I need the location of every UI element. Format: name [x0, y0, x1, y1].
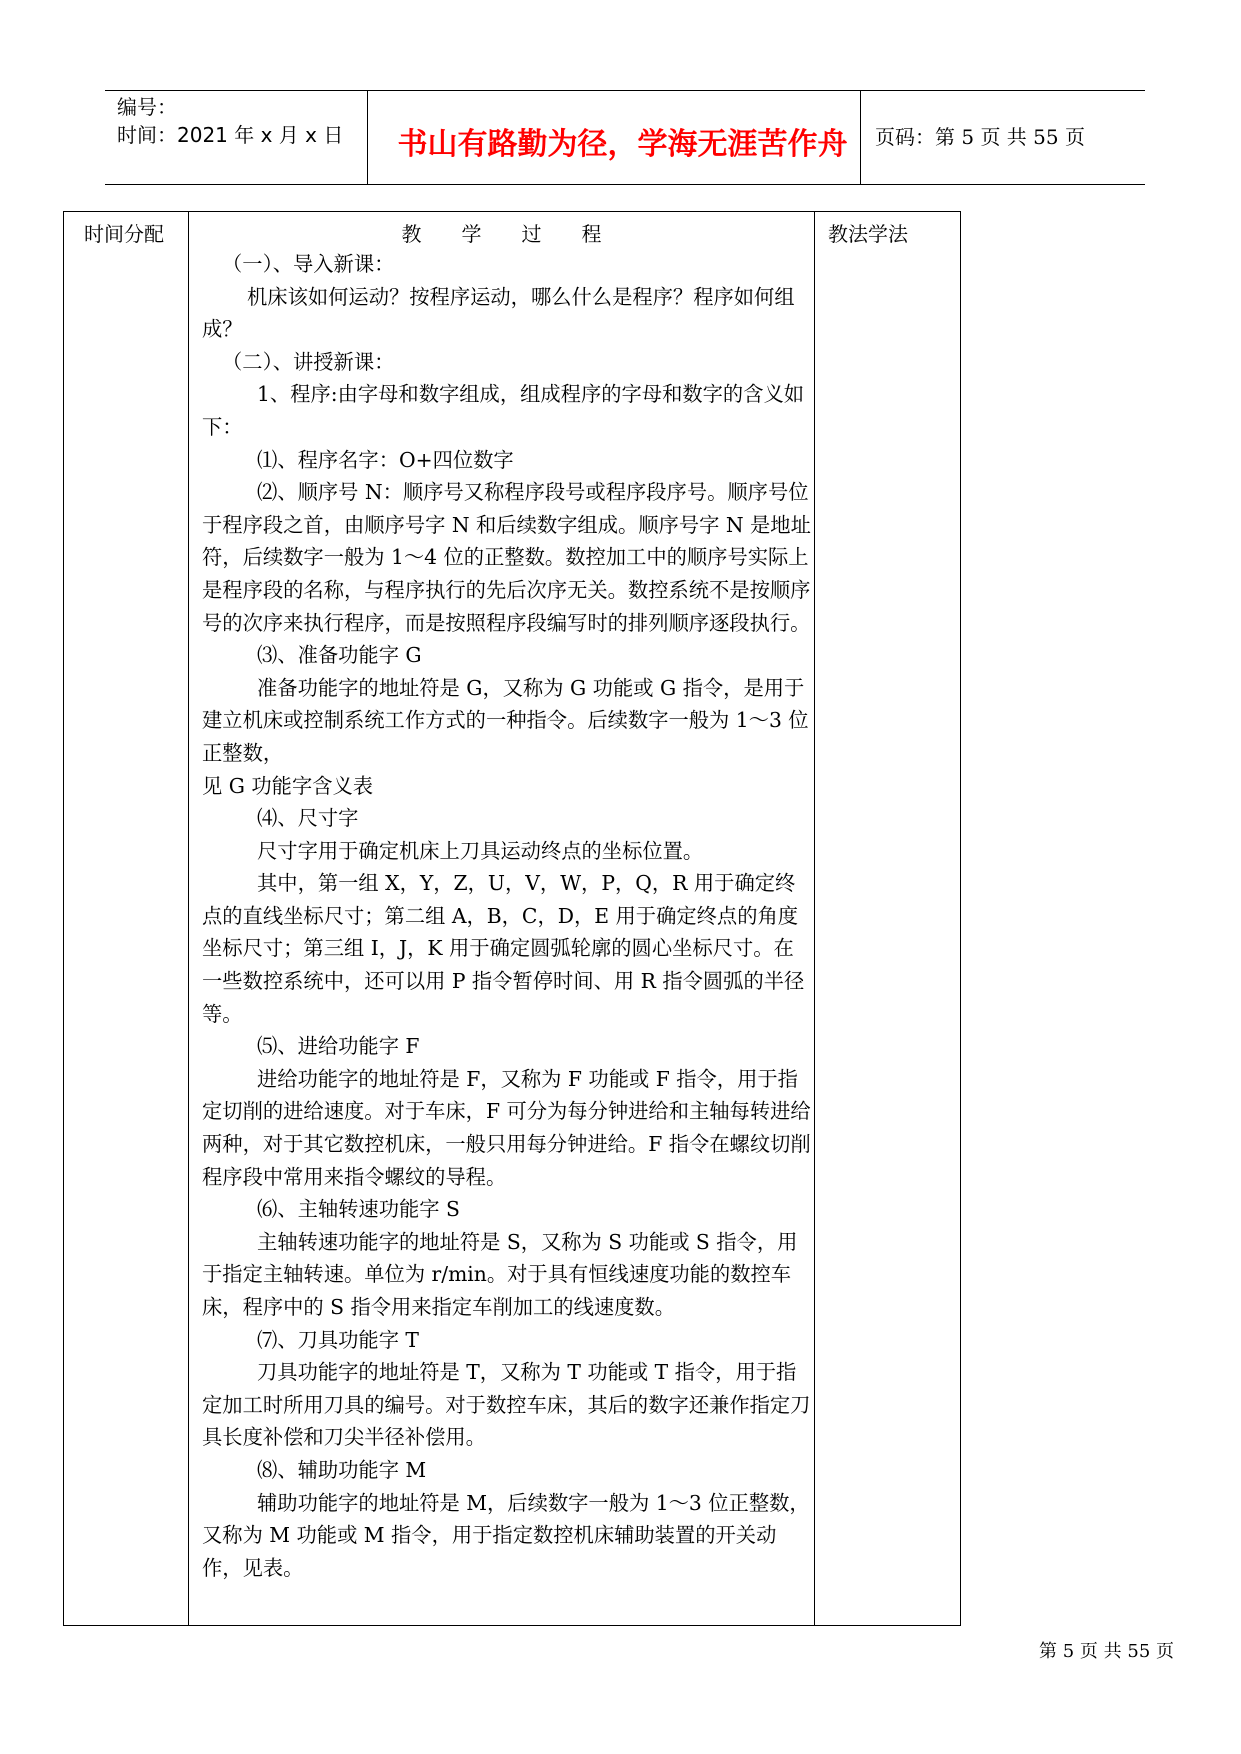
item-heading: ⑻、辅助功能字 M [257, 1457, 427, 1482]
item-heading: ⑹、主轴转速功能字 S [257, 1197, 460, 1222]
header-divider [367, 91, 368, 184]
paragraph: 主轴转速功能字的地址符是 S，又称为 S 功能或 S 指令，用于指定主轴转速。单位为 r/min。对于具有恒线速度功能的数控车床，程序中的 S 指令用来指定车削加工的线速度数。 [202, 1229, 798, 1319]
section-heading: （二）、讲授新课： [222, 349, 395, 374]
table-column-divider [814, 212, 815, 1625]
lesson-table [63, 211, 961, 1626]
header-motto: 书山有路勤为径，学海无涯苦作舟 [397, 127, 848, 162]
paragraph: 辅助功能字的地址符是 M，后续数字一般为 1～3 位正整数，又称为 M 功能或 M 指令，用于指定数控机床辅助装置的开关动作，见表。 [202, 1490, 810, 1580]
page-header [105, 90, 1145, 185]
paragraph: 准备功能字的地址符是 G，又称为 G 功能或 G 指令，是用于建立机床或控制系统工作方式的一种指令。后续数字一般为 1～3 位正整数， [202, 675, 809, 765]
lesson-content [202, 248, 812, 1584]
paragraph: 机床该如何运动？按程序运动，哪么什么是程序？程序如何组成？ [202, 284, 795, 342]
paragraph: ⑵、顺序号 N：顺序号又称程序段号或程序段序号。顺序号位于程序段之首，由顺序号字 N 和后续数字组成。顺序号字 N 是地址符，后续数字一般为 1～4 位的正整数。数控加工中的顺序号实际上是程序段的名称，与程序执行的先后次序无关。数控系统不是按顺序号的次序来执行程序，而是按照程序段编写时的排列顺序逐段执行。 [202, 480, 811, 635]
paragraph: 其中，第一组 X，Y，Z，U，V，W，P，Q，R 用于确定终点的直线坐标尺寸；第二组 A，B，C，D，E 用于确定终点的角度坐标尺寸；第三组 I，J，K 用于确定圆弧轮廓的圆心坐标尺寸。在一些数控系统中，还可以用 P 指令暂停时间、用 R 指令圆弧的半径等。 [202, 871, 805, 1026]
item-heading: ⑺、刀具功能字 T [257, 1327, 419, 1352]
col-header-time: 时间分配 [84, 222, 164, 246]
paragraph: 1、程序:由字母和数字组成，组成程序的字母和数字的含义如下： [202, 382, 805, 439]
section-heading: （一）、导入新课： [222, 252, 395, 276]
item-heading: ⑸、进给功能字 F [257, 1034, 420, 1059]
item-heading: ⑴、程序名字：O+四位数字 [257, 447, 514, 472]
page-footer: 第 5 页 共 55 页 [1039, 1641, 1174, 1662]
table-column-divider [188, 212, 189, 1625]
number-label: 编号： [117, 95, 177, 119]
paragraph: 见 G 功能字含义表 [202, 773, 374, 798]
item-heading: ⑷、尺寸字 [257, 806, 359, 831]
header-page-info: 页码：第 5 页 共 55 页 [875, 125, 1085, 149]
date-label: 时间：2021 年 x 月 x 日 [117, 123, 344, 147]
item-heading: ⑶、准备功能字 G [257, 643, 422, 668]
header-divider [860, 91, 861, 184]
paragraph: 尺寸字用于确定机床上刀具运动终点的坐标位置。 [257, 838, 704, 863]
paragraph: 刀具功能字的地址符是 T，又称为 T 功能或 T 指令，用于指定加工时所用刀具的编号。对于数控车床，其后的数字还兼作指定刀具长度补偿和刀尖半径补偿用。 [202, 1360, 811, 1450]
col-header-method: 教法学法 [828, 222, 908, 246]
col-header-process: 教 学 过 程 [401, 222, 602, 246]
header-meta [117, 93, 343, 149]
paragraph: 进给功能字的地址符是 F，又称为 F 功能或 F 指令，用于指定切削的进给速度。对于车床，F 可分为每分钟进给和主轴每转进给两种，对于其它数控机床，一般只用每分钟进给。F 指令在螺纹切削程序段中常用来指令螺纹的导程。 [202, 1066, 811, 1189]
